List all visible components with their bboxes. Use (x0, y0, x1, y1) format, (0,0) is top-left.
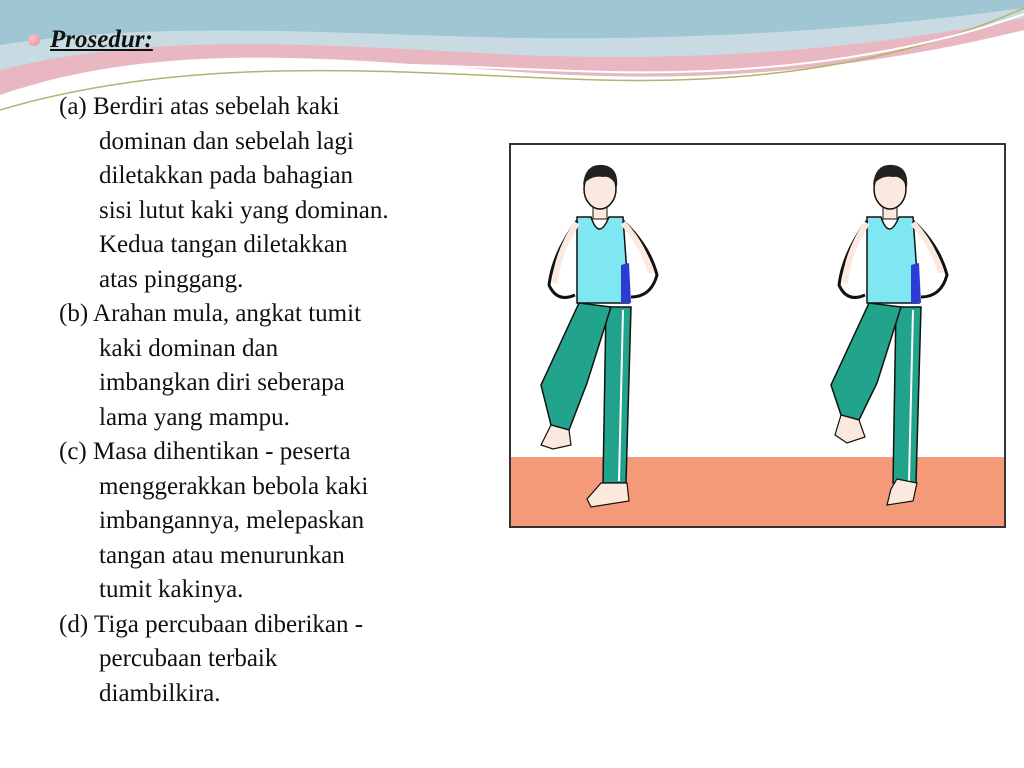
step-line: Kedua tangan diletakkan (99, 231, 348, 258)
stork-stand-illustration (509, 143, 1006, 528)
step-a (59, 90, 479, 297)
step-line: Tiga percubaan diberikan - (93, 610, 364, 638)
heading-text: Prosedur: (50, 26, 153, 53)
step-label: (b) (59, 300, 94, 327)
pink-circle-bullet-icon (28, 34, 40, 46)
step-line: tangan atau menurunkan (99, 541, 345, 569)
step-b (59, 297, 479, 435)
step-c (59, 435, 479, 608)
figure-left (541, 165, 657, 507)
step-line: Masa dihentikan - peserta (93, 438, 351, 465)
step-line: diambilkira. (99, 679, 221, 707)
step-line: Berdiri atas sebelah kaki (93, 93, 340, 120)
step-line: atas pinggang. (99, 265, 244, 293)
step-line: imbangannya, melepaskan (99, 507, 365, 534)
figure-right (831, 165, 947, 505)
step-line: dominan dan sebelah lagi (99, 127, 354, 155)
step-line: lama yang mampu. (99, 403, 290, 431)
procedure-steps (59, 90, 479, 711)
floor (511, 457, 1004, 526)
step-line: kaki dominan dan (99, 334, 279, 362)
step-line: sisi lutut kaki yang dominan. (99, 196, 389, 224)
heading (28, 26, 153, 54)
step-line: diletakkan pada bahagian (99, 162, 354, 189)
step-d (59, 608, 479, 712)
step-line: percubaan terbaik (99, 645, 278, 672)
step-label: (d) (59, 610, 94, 638)
step-line: Arahan mula, angkat tumit (93, 300, 362, 327)
step-label: (c) (59, 438, 93, 465)
step-label: (a) (59, 93, 93, 120)
step-line: tumit kakinya. (99, 576, 244, 603)
step-line: menggerakkan bebola kaki (99, 472, 369, 500)
step-line: imbangkan diri seberapa (99, 369, 345, 396)
